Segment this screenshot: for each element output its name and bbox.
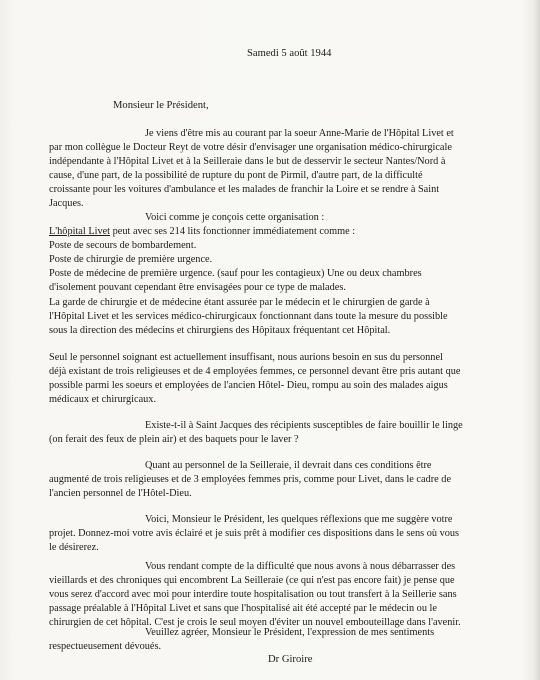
text-line: respectueusement dévoués.: [49, 641, 162, 652]
text-line: La garde de chirurgie et de médecine étant assurée par le médecin et le chirurgien de garde à: [49, 297, 430, 308]
paragraph-8: [49, 560, 504, 630]
text-line: [49, 225, 504, 239]
text-line: vous serez d'accord avec moi pour interdire toute hospitalisation ou tout transfert à la Seillerie sans: [49, 589, 457, 600]
text-line: (on ferait des feux de plein air) et des baquets pour le laver ?: [49, 434, 299, 445]
text-fragment: peut avec ses 214 lits fonctionner immédiatement comme :: [110, 226, 356, 237]
text-line: vieillards et des chroniques qui encombrent La Seilleraie (ce qui n'est pas encore fait) je pense que: [49, 575, 455, 586]
text-line: l'Hôpital Livet et les services médico-chirurgicaux fonctionnant dans toute la mesure du possible: [49, 311, 448, 322]
text-line: Existe-t-il à Saint Jacques des récipients susceptibles de faire bouillir le linge: [145, 420, 463, 431]
text-line: projet. Donnez-moi votre avis éclairé et je suis prêt à modifier ces dispositions dans le sens où vous: [49, 528, 460, 539]
paragraph-4: [49, 351, 504, 407]
paragraph-5: [49, 419, 504, 447]
text-line: médicaux et chirurgicaux.: [49, 394, 157, 405]
text-line: d'isolement pouvant cependant être envisagées pour ce type de malades.: [49, 282, 346, 293]
text-line: passage préalable à l'Hôpital Livet et sans que l'hospitalisé ait été accepté par le médecin ou le: [49, 603, 437, 614]
text-line: croissante pour les voitures d'ambulance et les malades de franchir la Loire et se rendre à Saint: [49, 184, 440, 195]
text-line: Poste de médecine de première urgence. (sauf pour les contagieux) Une ou deux chambres: [49, 268, 422, 279]
text-line: le désirerez.: [49, 542, 99, 553]
paragraph-7: [49, 513, 504, 555]
text-line: indépendante à l'Hôpital Livet et à la Seilleraie dans le but de desservir le secteur Nantes/Nord à: [49, 156, 446, 167]
text-line: sous la direction des médecins et chirurgiens des Hôpitaux fréquentant cet Hôpital.: [49, 325, 391, 336]
text-line: augmenté de trois religieuses et de 3 employées femmes pris, comme pour Livet, dans le cadre de: [49, 474, 452, 485]
text-line: Poste de chirurgie de première urgence.: [49, 254, 213, 265]
paragraph-6: [49, 459, 504, 501]
text-line: Je viens d'être mis au courant par la soeur Anne-Marie de l'Hôpital Livet et: [145, 128, 454, 139]
paragraph-1: [49, 127, 504, 211]
text-line: Veuillez agréer, Monsieur le Président, l'expression de mes sentiments: [145, 627, 435, 638]
text-line: chirurgien de cet hôpital. C'est je crois le seul moyen d'éviter un nouvel embouteillage dans l'avenir.: [49, 617, 461, 628]
text-line: possible parmi les soeurs et employées de l'ancien Hôtel- Dieu, rompu au soin des malades aigus: [49, 380, 448, 391]
letter-date: Samedi 5 août 1944: [247, 48, 332, 59]
text-line: cause, d'une part, de la possibilité de rupture du pont de Pirmil, d'autre part, de la difficulté: [49, 170, 423, 181]
signature: Dr Giroire: [268, 654, 313, 665]
text-line: déjà existant de trois religieuses et de 4 employées femmes, ce personnel devant être pris autant que: [49, 366, 461, 377]
letter-salutation: Monsieur le Président,: [113, 100, 209, 111]
text-line: Seul le personnel soignant est actuellement insuffisant, nous aurions besoin en sus du personnel: [49, 352, 443, 363]
hopital-livet-heading: L'hôpital Livet: [49, 226, 111, 237]
text-line: Vous rendant compte de la difficulté que nous avons à nous débarrasser des: [145, 561, 456, 572]
text-line: par mon collègue le Docteur Reyt de votre désir d'envisager une organisation médico-chirurgicale: [49, 142, 452, 153]
paragraph-2: [49, 211, 504, 295]
text-line: Voici comme je conçois cette organisation :: [145, 212, 325, 223]
paragraph-9: [49, 626, 504, 654]
text-line: Poste de secours de bombardement.: [49, 240, 197, 251]
text-line: l'ancien personnel de l'Hôtel-Dieu.: [49, 488, 192, 499]
paragraph-3: [49, 296, 504, 338]
text-line: Jacques.: [49, 198, 84, 209]
text-line: Quant au personnel de la Seilleraie, il devrait dans ces conditions être: [145, 460, 432, 471]
text-line: Voici, Monsieur le Président, les quelques réflexions que me suggère votre: [145, 514, 453, 525]
page-edge-shadow: [534, 0, 540, 680]
